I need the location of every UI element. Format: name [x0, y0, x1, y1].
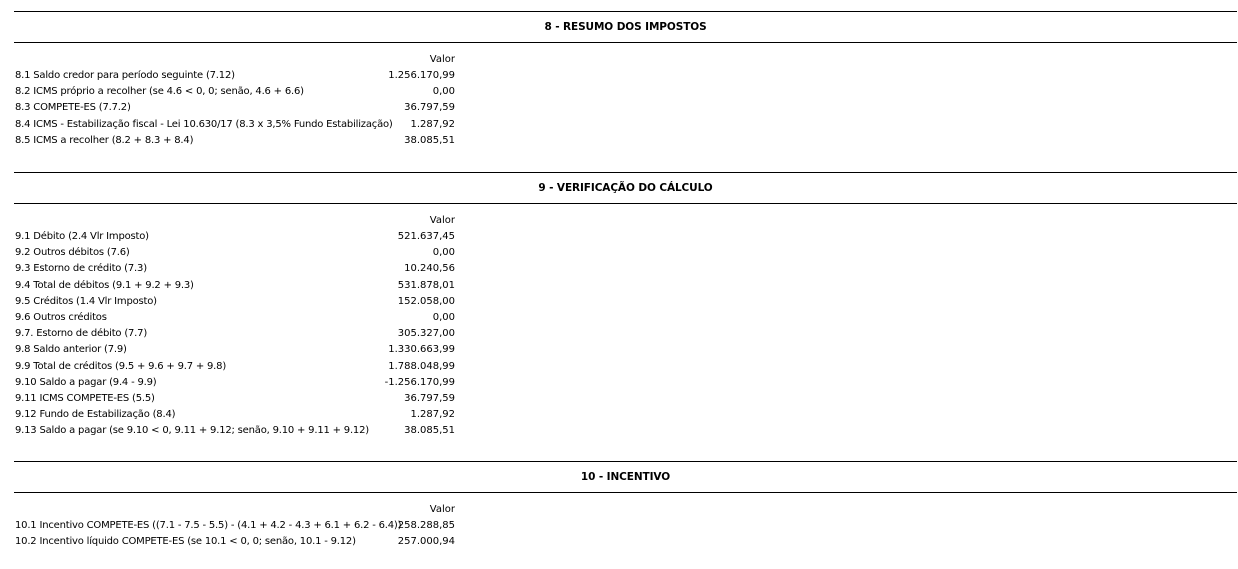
row-value: 152.058,00 [397, 295, 455, 307]
row-value: 305.327,00 [397, 328, 455, 340]
table-row [14, 375, 456, 391]
row-label: 8.1 Saldo credor para período seguinte (7.12) [15, 70, 235, 81]
section-verificacao-calculo [14, 172, 1237, 439]
table-row [14, 326, 456, 342]
row-label: 9.3 Estorno de crédito (7.3) [15, 263, 147, 275]
row-value: 10.240,56 [404, 263, 455, 275]
section-title: 8 - RESUMO DOS IMPOSTOS [544, 21, 707, 33]
row-label: 9.7. Estorno de débito (7.7) [15, 328, 148, 340]
section-header [14, 11, 1237, 43]
section-title: 9 - VERIFICAÇÃO DO CÁLCULO [538, 182, 713, 194]
table-row [14, 534, 456, 550]
section-title: 10 - INCENTIVO [580, 471, 671, 483]
table-row [14, 310, 456, 326]
row-value: 36.797,59 [404, 102, 455, 114]
section-incentivo [14, 461, 1237, 550]
row-value: -1.256.170,99 [384, 376, 455, 388]
row-value: 1.287,92 [410, 118, 455, 130]
table-row [14, 294, 456, 310]
row-value: 0,00 [432, 311, 455, 323]
table-row [14, 407, 456, 423]
row-label: 9.6 Outros créditos [15, 311, 107, 323]
table-row [14, 261, 456, 277]
row-value: 521.637,45 [397, 231, 455, 242]
table-row [14, 100, 456, 116]
row-label: 9.9 Total de créditos (9.5 + 9.6 + 9.7 + 9.8) [15, 360, 227, 372]
row-value: 531.878,01 [397, 279, 455, 291]
section-resumo-impostos [14, 11, 1237, 149]
section-header [14, 172, 1237, 204]
column-header-valor: Valor [429, 504, 455, 515]
row-value: 36.797,59 [404, 392, 455, 404]
table-row [14, 68, 456, 84]
row-label: 9.13 Saldo a pagar (se 9.10 < 0, 9.11 + 9.12; senão, 9.10 + 9.11 + 9.12) [15, 425, 369, 437]
table-row [14, 342, 456, 358]
row-label: 10.2 Incentivo líquido COMPETE-ES (se 10.1 < 0, 0; senão, 10.1 - 9.12) [15, 536, 356, 548]
row-value: 38.085,51 [404, 425, 455, 437]
table-row [14, 391, 456, 407]
row-value: 257.000,94 [397, 536, 455, 548]
values-table [14, 213, 456, 439]
table-row [14, 278, 456, 294]
table-row [14, 359, 456, 375]
table-row [14, 117, 456, 133]
row-label: 8.3 COMPETE-ES (7.7.2) [15, 102, 131, 114]
row-label: 9.4 Total de débitos (9.1 + 9.2 + 9.3) [15, 279, 194, 291]
table-row [14, 423, 456, 439]
row-label: 9.12 Fundo de Estabilização (8.4) [15, 409, 176, 421]
row-value: 1.256.170,99 [388, 70, 455, 81]
values-table [14, 502, 456, 550]
row-value: 1.788.048,99 [388, 360, 455, 372]
column-header-valor: Valor [429, 54, 455, 65]
table-row [14, 245, 456, 261]
row-value: 0,00 [432, 86, 455, 98]
row-label: 9.2 Outros débitos (7.6) [15, 247, 130, 259]
values-table [14, 52, 456, 149]
row-value: 38.085,51 [404, 134, 455, 146]
row-label: 9.10 Saldo a pagar (9.4 - 9.9) [15, 376, 157, 388]
row-value: 1.287,92 [410, 409, 455, 421]
row-label: 9.8 Saldo anterior (7.9) [15, 344, 127, 356]
row-label: 8.4 ICMS - Estabilização fiscal - Lei 10.630/17 (8.3 x 3,5% Fundo Estabilização) [15, 118, 393, 130]
row-label: 10.1 Incentivo COMPETE-ES ((7.1 - 7.5 - 5.5) - (4.1 + 4.2 - 4.3 + 6.1 + 6.2 - 6.4)) [15, 520, 402, 531]
row-label: 8.5 ICMS a recolher (8.2 + 8.3 + 8.4) [15, 134, 194, 146]
table-row [14, 229, 456, 245]
row-label: 9.1 Débito (2.4 Vlr Imposto) [15, 231, 149, 242]
table-row [14, 518, 456, 534]
row-value: 258.288,85 [397, 520, 455, 531]
row-label: 9.11 ICMS COMPETE-ES (5.5) [15, 392, 155, 404]
column-header-valor: Valor [429, 215, 455, 226]
row-value: 0,00 [432, 247, 455, 259]
row-label: 9.5 Créditos (1.4 Vlr Imposto) [15, 295, 157, 307]
table-row [14, 84, 456, 100]
row-label: 8.2 ICMS próprio a recolher (se 4.6 < 0, 0; senão, 4.6 + 6.6) [15, 86, 304, 98]
row-value: 1.330.663,99 [388, 344, 455, 356]
section-header [14, 461, 1237, 493]
table-row [14, 133, 456, 149]
